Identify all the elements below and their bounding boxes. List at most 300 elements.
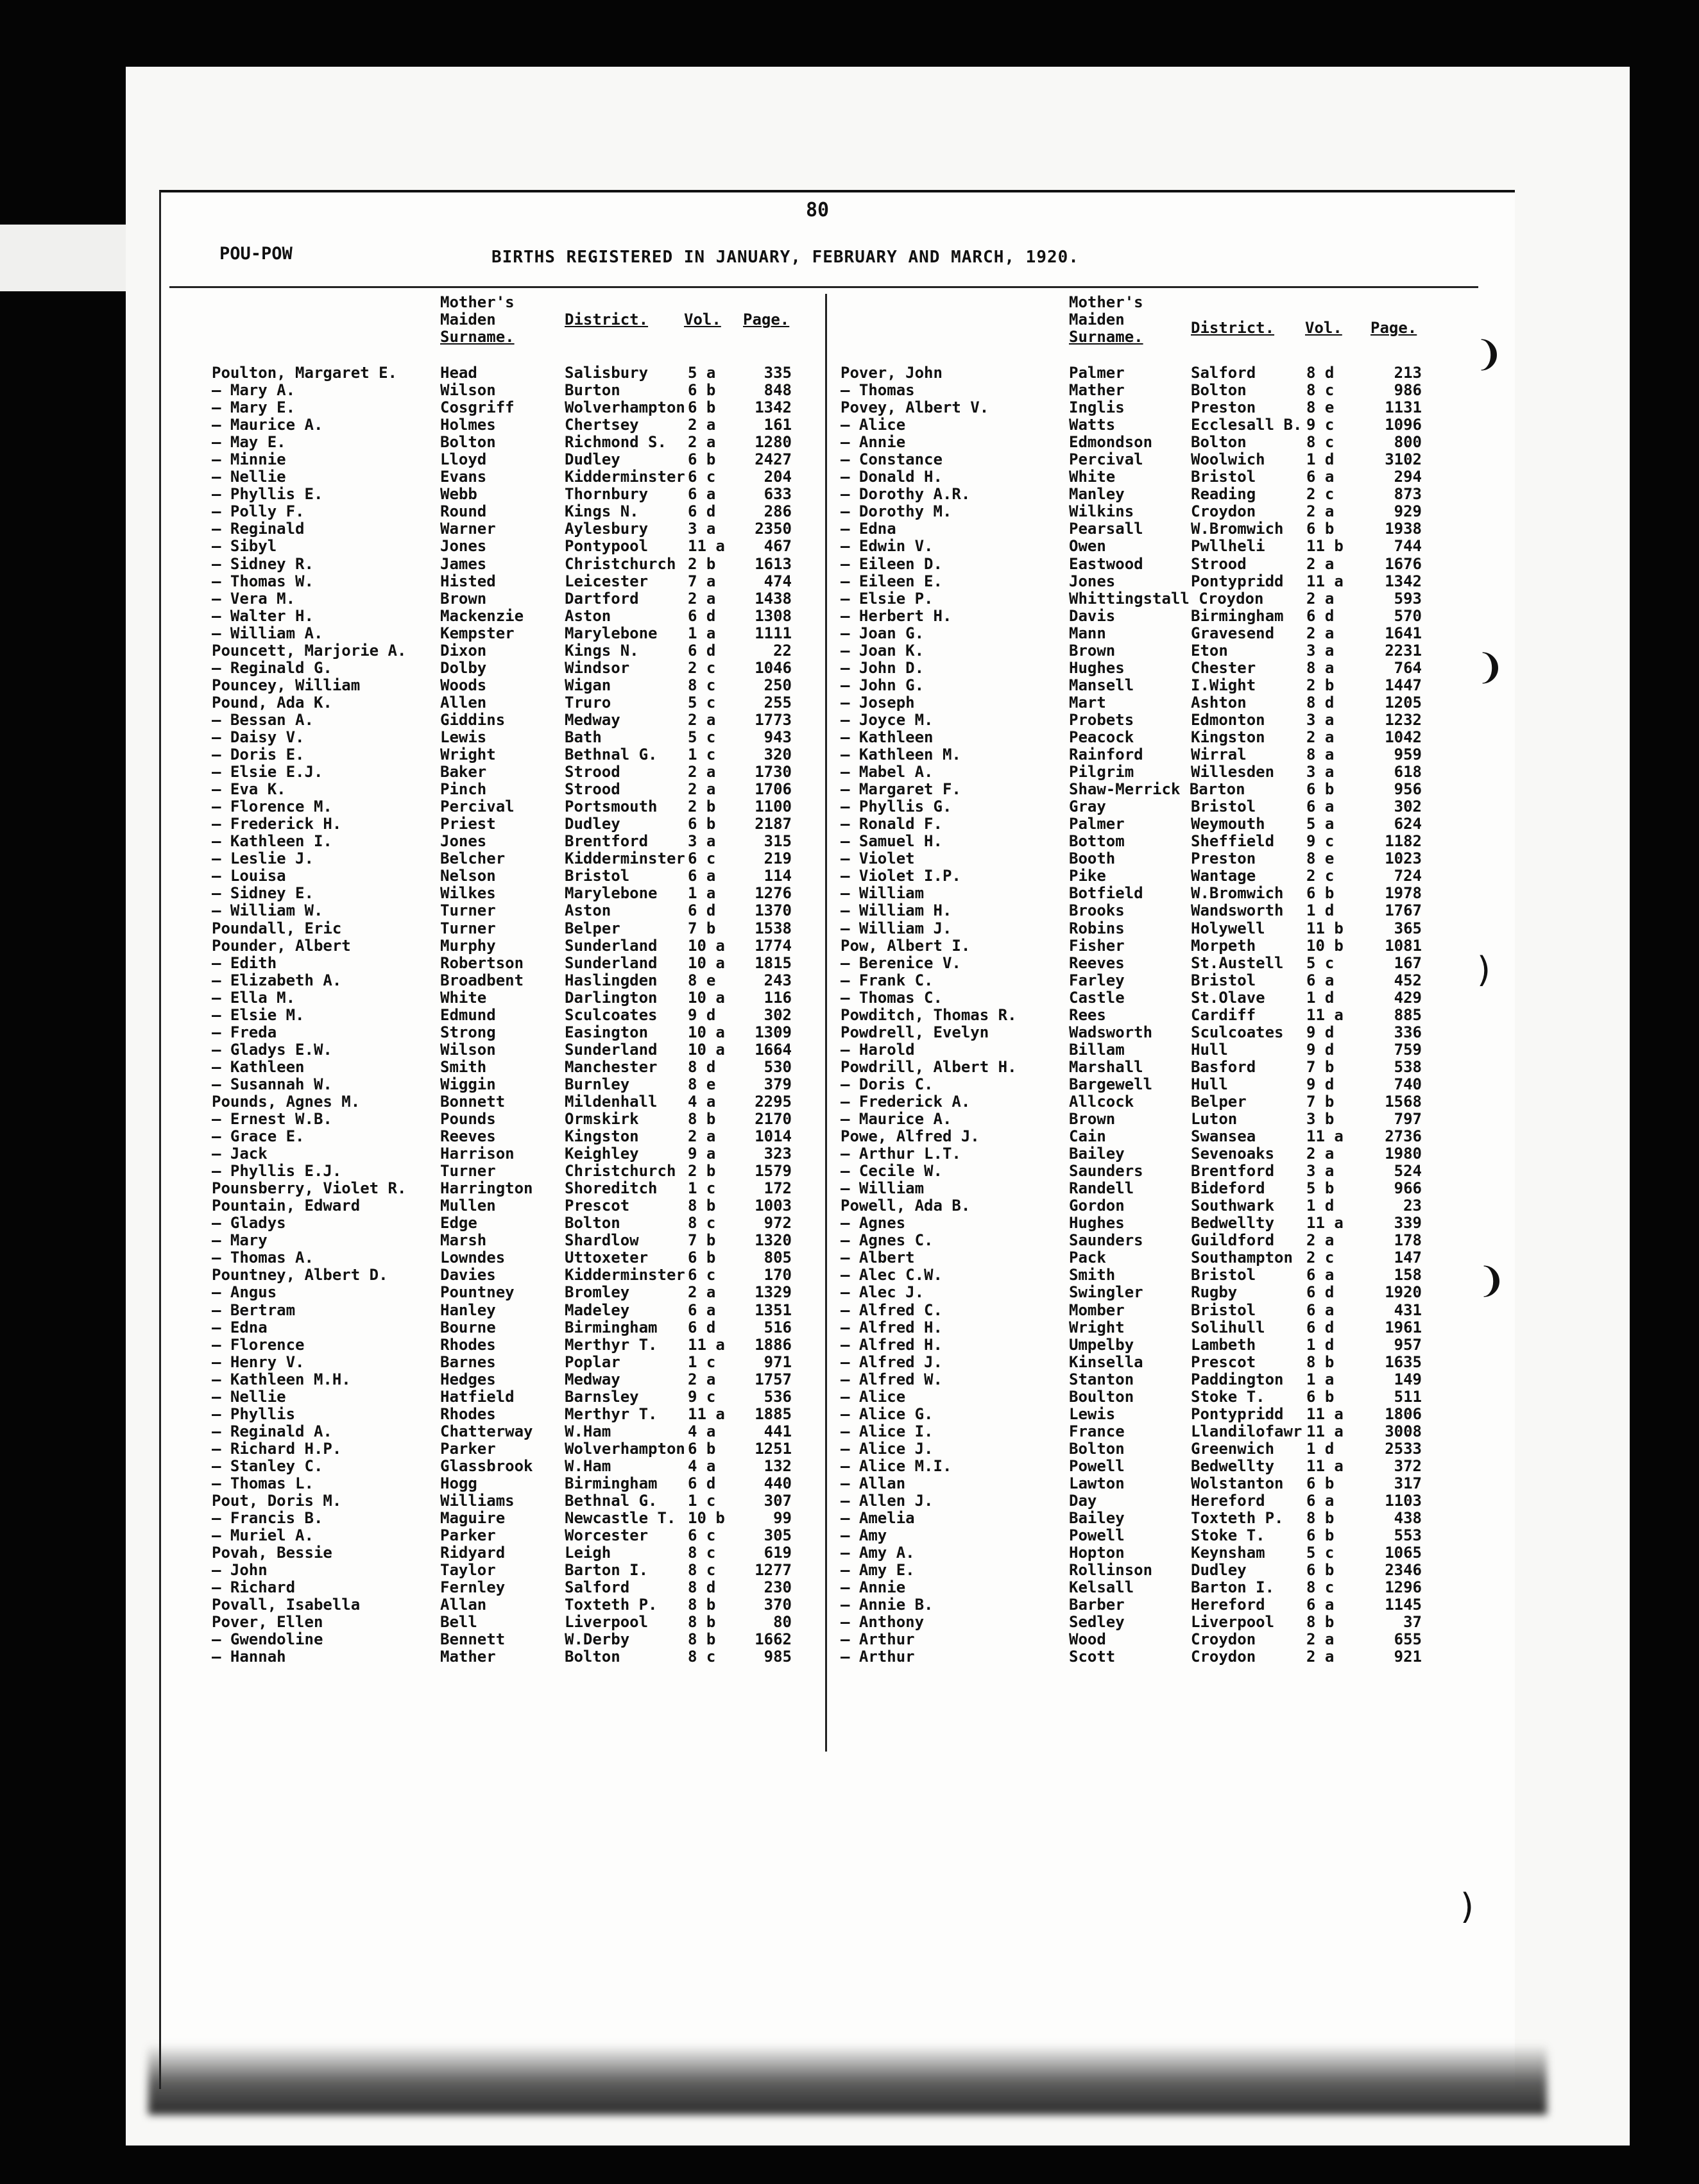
volume: 2 b xyxy=(1306,676,1335,694)
district: Croydon xyxy=(1191,1630,1256,1649)
district: Birmingham xyxy=(565,1474,658,1492)
district: Barnsley xyxy=(565,1387,639,1406)
page-ref: 302 xyxy=(1394,798,1422,816)
mother-maiden-surname: Robertson xyxy=(440,953,524,972)
volume: 6 a xyxy=(688,1301,716,1319)
entry-name: — Donald H. xyxy=(841,468,943,486)
district: Mildenhall xyxy=(565,1092,658,1111)
volume: 8 d xyxy=(1306,364,1335,382)
district: Llandilofawr xyxy=(1191,1422,1302,1440)
page-ref: 1145 xyxy=(1385,1596,1422,1614)
volume: 4 a xyxy=(688,1456,716,1475)
page-ref: 243 xyxy=(764,971,792,989)
header-rule xyxy=(169,286,1478,288)
volume: 6 c xyxy=(688,1266,716,1284)
district: Liverpool xyxy=(565,1613,649,1632)
mother-maiden-surname: Gray xyxy=(1069,798,1106,816)
volume: 2 a xyxy=(688,1370,716,1388)
district: Cardiff xyxy=(1191,1005,1256,1024)
district: Brentford xyxy=(1191,1162,1275,1181)
page-ref: 1806 xyxy=(1385,1404,1422,1423)
entry-name: — Kathleen xyxy=(841,728,934,746)
page-header: Page. xyxy=(1370,319,1417,337)
district: Shoreditch xyxy=(565,1179,658,1198)
mother-maiden-surname: Allen xyxy=(440,693,487,712)
district: Toxteth P. xyxy=(565,1596,658,1614)
district: Dudley xyxy=(565,815,620,833)
mother-maiden-surname: Belcher xyxy=(440,849,506,868)
volume: 6 d xyxy=(1306,1318,1335,1336)
page-ref: 959 xyxy=(1394,746,1422,764)
volume: 5 a xyxy=(688,364,716,382)
district: Sevenoaks xyxy=(1191,1145,1275,1163)
page-ref: 474 xyxy=(764,572,792,590)
entry-name: — William A. xyxy=(212,624,323,642)
mother-maiden-surname: Pack xyxy=(1069,1249,1106,1267)
district: Leigh xyxy=(565,1544,611,1562)
page-ref: 1978 xyxy=(1385,884,1422,903)
mother-maiden-surname: Turner xyxy=(440,901,496,920)
page-ref: 633 xyxy=(764,485,792,504)
entry-name: — Mary E. xyxy=(212,398,296,417)
mother-maiden-surname: Sedley xyxy=(1069,1613,1125,1632)
mother-maiden-surname: Fisher xyxy=(1069,936,1125,955)
entry-name: — John D. xyxy=(841,658,925,677)
page-ref: 1065 xyxy=(1385,1544,1422,1562)
volume: 11 b xyxy=(1306,537,1344,556)
page-ref: 1308 xyxy=(755,606,792,625)
mother-maiden-surname: Warner xyxy=(440,520,496,538)
mother-maiden-surname: Peacock xyxy=(1069,728,1134,746)
district-header: District. xyxy=(565,311,649,328)
mother-maiden-surname: Pountney xyxy=(440,1283,515,1302)
entry-name: — Reginald xyxy=(212,520,305,538)
volume: 11 a xyxy=(1306,1127,1344,1146)
page-ref: 985 xyxy=(764,1648,792,1666)
district: Keighley xyxy=(565,1145,639,1163)
volume: 6 d xyxy=(688,1474,716,1492)
page-ref: 1773 xyxy=(755,710,792,729)
volume: 8 c xyxy=(688,1214,716,1233)
volume: 10 a xyxy=(688,1023,725,1041)
district-header: District. xyxy=(1191,319,1275,337)
entry-name: — Bessan A. xyxy=(212,710,314,729)
district: Kings N. xyxy=(565,502,639,521)
mother-maiden-surname: Barber xyxy=(1069,1596,1125,1614)
volume: 8 e xyxy=(1306,849,1335,868)
volume: 8 b xyxy=(1306,1352,1335,1371)
entry-name: — Thomas xyxy=(841,381,915,400)
mother-maiden-surname: Turner xyxy=(440,1162,496,1181)
volume: 1 d xyxy=(1306,1197,1335,1215)
entry-name: — John G. xyxy=(841,676,925,694)
volume: 9 c xyxy=(1306,416,1335,434)
entry-name: — Arthur L.T. xyxy=(841,1145,961,1163)
mother-maiden-surname: Lewis xyxy=(1069,1404,1116,1423)
entry-name: — Thomas L. xyxy=(212,1474,314,1492)
volume: 6 b xyxy=(688,381,716,400)
entry-name: — Agnes xyxy=(841,1214,906,1233)
page-ref: 1003 xyxy=(755,1197,792,1215)
district: Bristol xyxy=(565,867,630,885)
volume: 2 a xyxy=(1306,589,1335,608)
page-ref: 315 xyxy=(764,832,792,851)
entry-name: Poulton, Margaret E. xyxy=(212,364,397,382)
page-ref: 147 xyxy=(1394,1249,1422,1267)
mother-maiden-surname: Robins xyxy=(1069,919,1125,937)
page-ref: 1568 xyxy=(1385,1092,1422,1111)
page-ref: 885 xyxy=(1394,1005,1422,1024)
mother-maiden-surname: Wiggin xyxy=(440,1075,496,1093)
page-ref: 1251 xyxy=(755,1439,792,1458)
volume: 6 b xyxy=(688,450,716,469)
volume: 6 d xyxy=(688,606,716,625)
district: Reading xyxy=(1191,485,1256,504)
entry-name: — Francis B. xyxy=(212,1509,323,1528)
mother-maiden-surname: Bargewell xyxy=(1069,1075,1153,1093)
volume: 11 a xyxy=(688,1335,725,1354)
page-ref: 1111 xyxy=(755,624,792,642)
volume: 11 a xyxy=(1306,1456,1344,1475)
binding-hole-mark: ❩ xyxy=(1476,647,1505,687)
page-ref: 320 xyxy=(764,746,792,764)
mother-maiden-surname: Umpelby xyxy=(1069,1335,1134,1354)
page-ref: 1635 xyxy=(1385,1352,1422,1371)
district: Manchester xyxy=(565,1057,658,1076)
page-ref: 1730 xyxy=(755,763,792,781)
mother-maiden-surname: Kelsall xyxy=(1069,1578,1134,1597)
mother-maiden-surname: Jones xyxy=(440,832,487,851)
district: Portsmouth xyxy=(565,798,658,816)
mother-maiden-surname: Mullen xyxy=(440,1197,496,1215)
district: Toxteth P. xyxy=(1191,1509,1284,1528)
mother-maiden-surname: Marshall xyxy=(1069,1057,1143,1076)
mother-maiden-surname: Mart xyxy=(1069,693,1106,712)
district: Kings N. xyxy=(565,641,639,660)
entry-name: — May E. xyxy=(212,433,286,452)
mother-maiden-surname: Bolton xyxy=(1069,1439,1125,1458)
entry-name: — William xyxy=(841,1179,925,1198)
entry-name: Powdrill, Albert H. xyxy=(841,1057,1017,1076)
district: Salisbury xyxy=(565,364,649,382)
mother-maiden-surname: Hedges xyxy=(440,1370,496,1388)
district: Sculcoates xyxy=(1191,1023,1284,1041)
district: Pontypridd xyxy=(1191,1404,1284,1423)
page-ref: 452 xyxy=(1394,971,1422,989)
volume: 11 b xyxy=(1306,919,1344,937)
volume: 5 c xyxy=(688,693,716,712)
page-ref: 570 xyxy=(1394,606,1422,625)
page-ref: 365 xyxy=(1394,919,1422,937)
entry-name: — William xyxy=(841,884,925,903)
volume: 2 a xyxy=(1306,728,1335,746)
district: Sunderland xyxy=(565,953,658,972)
volume: 2 a xyxy=(688,1283,716,1302)
page-ref: 593 xyxy=(1394,589,1422,608)
district: Wolverhampton xyxy=(565,398,685,417)
mother-maiden-surname: Farley xyxy=(1069,971,1125,989)
mother-maiden-surname: Mather xyxy=(440,1648,496,1666)
volume: 6 b xyxy=(1306,1387,1335,1406)
page-ref: 438 xyxy=(1394,1509,1422,1528)
entry-name: — Elsie E.J. xyxy=(212,763,323,781)
page-ref: 1320 xyxy=(755,1231,792,1250)
volume: 6 b xyxy=(1306,1561,1335,1580)
volume: 8 d xyxy=(688,1578,716,1597)
mother-maiden-surname: Mackenzie xyxy=(440,606,524,625)
entry-name: — Alfred H. xyxy=(841,1335,943,1354)
entry-name: — Samuel H. xyxy=(841,832,943,851)
page-ref: 317 xyxy=(1394,1474,1422,1492)
district: Haslingden xyxy=(565,971,658,989)
district: Wantage xyxy=(1191,867,1256,885)
volume: 6 d xyxy=(688,1318,716,1336)
district: Wandsworth xyxy=(1191,901,1284,920)
district: Rugby xyxy=(1191,1283,1238,1302)
volume: 6 d xyxy=(688,641,716,660)
page-ref: 929 xyxy=(1394,502,1422,521)
page-ref: 2170 xyxy=(755,1110,792,1129)
entry-name: Pounder, Albert xyxy=(212,936,351,955)
volume: 3 b xyxy=(1306,1110,1335,1129)
page-ref: 1342 xyxy=(755,398,792,417)
mother-maiden-surname: Wright xyxy=(1069,1318,1125,1336)
district: Strood xyxy=(565,763,620,781)
mother-maiden-surname: Chatterway xyxy=(440,1422,533,1440)
mother-maiden-surname: Rollinson xyxy=(1069,1561,1153,1580)
mother-maiden-surname: Harrison xyxy=(440,1145,515,1163)
entry-name: — Gladys xyxy=(212,1214,286,1233)
entry-name: — Reginald G. xyxy=(212,658,332,677)
district: Chester xyxy=(1191,658,1256,677)
entry-name: — William J. xyxy=(841,919,952,937)
volume: 8 b xyxy=(688,1613,716,1632)
page-ref: 323 xyxy=(764,1145,792,1163)
district: Dartford xyxy=(565,589,639,608)
volume: 1 c xyxy=(688,1492,716,1510)
mother-maiden-surname: Saunders xyxy=(1069,1231,1143,1250)
volume: 9 d xyxy=(688,1005,716,1024)
page-ref: 619 xyxy=(764,1544,792,1562)
entry-name: — Alfred W. xyxy=(841,1370,943,1388)
page-ref: 255 xyxy=(764,693,792,712)
entry-name: — Phyllis xyxy=(212,1404,296,1423)
page-ref: 114 xyxy=(764,867,792,885)
entry-name: — Edna xyxy=(841,520,896,538)
district: Sheffield xyxy=(1191,832,1275,851)
page-ref: 3102 xyxy=(1385,450,1422,469)
volume: 6 b xyxy=(1306,1474,1335,1492)
district: W.Bromwich xyxy=(1191,520,1284,538)
mother-maiden-surname: Edmondson xyxy=(1069,433,1153,452)
page-ref: 167 xyxy=(1394,953,1422,972)
mother-maiden-surname: Histed xyxy=(440,572,496,590)
page-ref: 1370 xyxy=(755,901,792,920)
mother-maiden-surname: Marsh xyxy=(440,1231,487,1250)
page-ref: 1662 xyxy=(755,1630,792,1649)
entry-name: — Violet xyxy=(841,849,915,868)
page-ref: 1447 xyxy=(1385,676,1422,694)
volume: 7 a xyxy=(688,572,716,590)
page-ref: 1538 xyxy=(755,919,792,937)
page-ref: 805 xyxy=(764,1249,792,1267)
volume: 10 a xyxy=(688,936,725,955)
entry-name: — Margaret F. xyxy=(841,780,961,799)
page-ref: 1023 xyxy=(1385,849,1422,868)
mother-maiden-surname: Dolby xyxy=(440,658,487,677)
page-ref: 724 xyxy=(1394,867,1422,885)
page-ref: 848 xyxy=(764,381,792,400)
district: Hull xyxy=(1191,1075,1228,1093)
district: Barton I. xyxy=(1191,1578,1275,1597)
page-ref: 921 xyxy=(1394,1648,1422,1666)
entry-name: — Maurice A. xyxy=(841,1110,952,1129)
entry-name: — Alice G. xyxy=(841,1404,934,1423)
page-ref: 2533 xyxy=(1385,1439,1422,1458)
mother-maiden-surname: Harrington xyxy=(440,1179,533,1198)
mother-maiden-surname: Day xyxy=(1069,1492,1097,1510)
page-ref: 294 xyxy=(1394,468,1422,486)
entry-name: — Henry V. xyxy=(212,1352,305,1371)
mother-maiden-surname: Bailey xyxy=(1069,1145,1125,1163)
entry-name: — Alice xyxy=(841,1387,906,1406)
district: Darlington xyxy=(565,988,658,1007)
volume: 5 c xyxy=(688,728,716,746)
page-ref: 530 xyxy=(764,1057,792,1076)
volume: 8 a xyxy=(1306,658,1335,677)
volume: 2 c xyxy=(1306,485,1335,504)
entry-name: Pound, Ada K. xyxy=(212,693,332,712)
entry-name: — Kathleen M.H. xyxy=(212,1370,351,1388)
scan-edge-patch xyxy=(0,225,126,291)
volume: 1 a xyxy=(688,624,716,642)
page-ref: 170 xyxy=(764,1266,792,1284)
district: Burnley xyxy=(565,1075,630,1093)
entry-name: — Joyce M. xyxy=(841,710,934,729)
entry-name: — Allen J. xyxy=(841,1492,934,1510)
entry-name: — Polly F. xyxy=(212,502,305,521)
mother-maiden-surname: Woods xyxy=(440,676,487,694)
entry-name: — Sidney R. xyxy=(212,554,314,573)
district: Sunderland xyxy=(565,1040,658,1059)
page-ref: 22 xyxy=(773,641,792,660)
page-ref: 116 xyxy=(764,988,792,1007)
mother-maiden-surname: Rainford xyxy=(1069,746,1143,764)
entry-name: — Annie xyxy=(841,433,906,452)
mother-maiden-surname: Stanton xyxy=(1069,1370,1134,1388)
entry-name: — Vera M. xyxy=(212,589,296,608)
volume: 8 a xyxy=(1306,746,1335,764)
mother-maiden-surname: Pike xyxy=(1069,867,1106,885)
mother-maiden-surname: Watts xyxy=(1069,416,1116,434)
district: Preston xyxy=(1191,398,1256,417)
entry-name: Powe, Alfred J. xyxy=(841,1127,980,1146)
district: St.Austell xyxy=(1191,953,1284,972)
mother-maiden-surname: Pilgrim xyxy=(1069,763,1134,781)
entry-name: — Richard H.P. xyxy=(212,1439,342,1458)
mother-maiden-surname: Booth xyxy=(1069,849,1116,868)
mother-maiden-surname: Rhodes xyxy=(440,1404,496,1423)
page-ref: 1046 xyxy=(755,658,792,677)
page-ref: 1342 xyxy=(1385,572,1422,590)
page-ref: 1886 xyxy=(755,1335,792,1354)
mother-header-line2: Maiden xyxy=(440,311,496,328)
volume: 2 a xyxy=(1306,1145,1335,1163)
mother-maiden-surname: Kempster xyxy=(440,624,515,642)
district: Merthyr T. xyxy=(565,1335,658,1354)
volume: 2 b xyxy=(688,1162,716,1181)
page-ref: 2231 xyxy=(1385,641,1422,660)
district: Aston xyxy=(565,901,611,920)
entry-name: — Constance xyxy=(841,450,943,469)
volume: 7 b xyxy=(1306,1057,1335,1076)
entry-name: — Leslie J. xyxy=(212,849,314,868)
entry-name: — Edwin V. xyxy=(841,537,934,556)
page-ref: 161 xyxy=(764,416,792,434)
vol-header: Vol. xyxy=(1305,319,1342,337)
entry-name: — Amy xyxy=(841,1526,887,1545)
page-ref: 1131 xyxy=(1385,398,1422,417)
district: Aston xyxy=(565,606,611,625)
district: Birmingham xyxy=(565,1318,658,1336)
district: Wolstanton xyxy=(1191,1474,1284,1492)
mother-maiden-surname: Davis xyxy=(1069,606,1116,625)
volume: 6 a xyxy=(1306,468,1335,486)
volume: 2 a xyxy=(688,433,716,452)
scan-shadow xyxy=(148,2044,1547,2115)
entry-name: — Florence xyxy=(212,1335,305,1354)
mother-maiden-surname: Edmund xyxy=(440,1005,496,1024)
entry-name: — Frederick A. xyxy=(841,1092,971,1111)
entry-name: Povall, Isabella xyxy=(212,1596,361,1614)
mother-maiden-surname: Jones xyxy=(1069,572,1116,590)
mother-maiden-surname: Hanley xyxy=(440,1301,496,1319)
mother-maiden-surname: Hughes xyxy=(1069,1214,1125,1233)
district: Bedwellty xyxy=(1191,1214,1275,1233)
mother-maiden-surname: Wadsworth xyxy=(1069,1023,1153,1041)
page-ref: 1329 xyxy=(755,1283,792,1302)
volume: 8 c xyxy=(688,1561,716,1580)
district: Leicester xyxy=(565,572,649,590)
district: Bethnal G. xyxy=(565,746,658,764)
entry-name: — Kathleen I. xyxy=(212,832,332,851)
entry-name: — Jack xyxy=(212,1145,268,1163)
entry-name: — Herbert H. xyxy=(841,606,952,625)
district: Poplar xyxy=(565,1352,620,1371)
page-ref: 172 xyxy=(764,1179,792,1198)
page-ref: 1920 xyxy=(1385,1283,1422,1302)
page-ref: 23 xyxy=(1403,1197,1422,1215)
volume: 6 c xyxy=(688,849,716,868)
page-ref: 536 xyxy=(764,1387,792,1406)
entry-name: — Amy E. xyxy=(841,1561,915,1580)
page-ref: 873 xyxy=(1394,485,1422,504)
mother-maiden-surname: Murphy xyxy=(440,936,496,955)
page-ref: 80 xyxy=(773,1613,792,1632)
entry-name: Poundall, Eric xyxy=(212,919,342,937)
page-ref: 618 xyxy=(1394,763,1422,781)
page-title: BIRTHS REGISTERED IN JANUARY, FEBRUARY AND MARCH, 1920. xyxy=(491,248,1079,267)
page-ref: 1664 xyxy=(755,1040,792,1059)
district: Hereford xyxy=(1191,1492,1265,1510)
mother-maiden-surname: Hatfield xyxy=(440,1387,515,1406)
page-ref: 467 xyxy=(764,537,792,556)
district: I.Wight xyxy=(1191,676,1256,694)
entry-name: — Ernest W.B. xyxy=(212,1110,332,1129)
entry-name: — Phyllis G. xyxy=(841,798,952,816)
district: Salford xyxy=(565,1578,630,1597)
district: Morpeth xyxy=(1191,936,1256,955)
